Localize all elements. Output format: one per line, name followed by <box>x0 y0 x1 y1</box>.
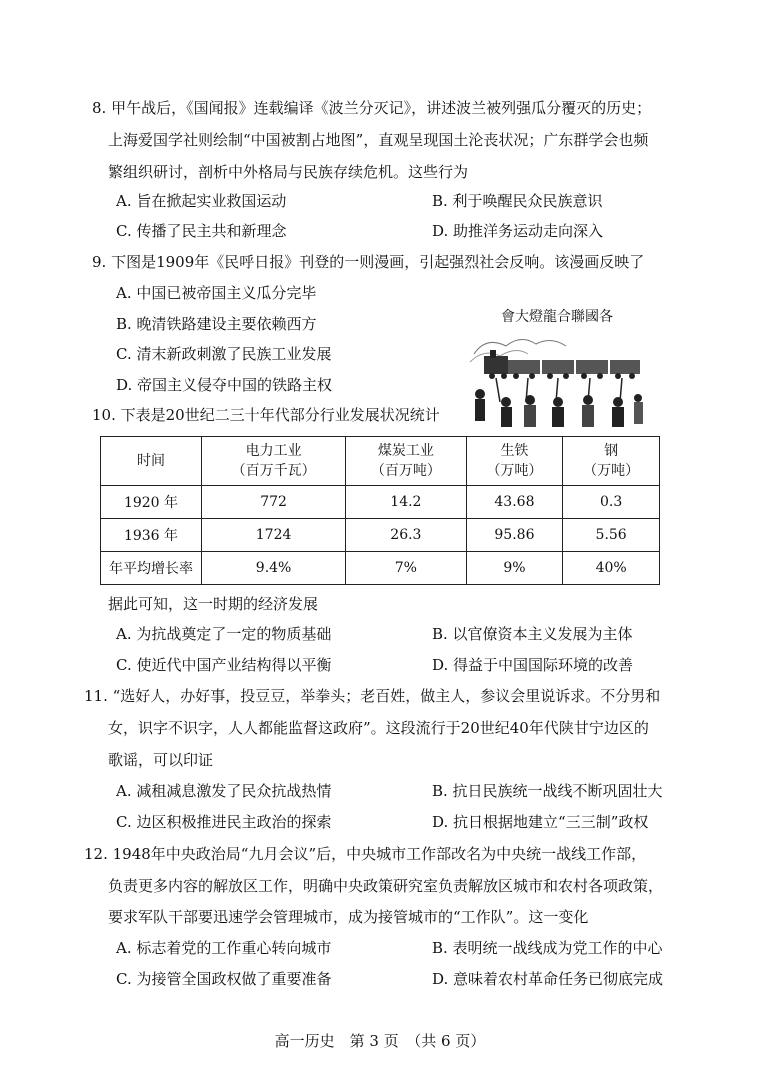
q9-stem: 9. 下图是1909年《民呼日报》刊登的一则漫画，引起强烈社会反响。该漫画反映了 <box>92 253 645 271</box>
column-name: 电力工业 <box>245 443 302 459</box>
q8-stem-line3: 繁组织研讨，剖析中外格局与民族存续危机。这些行为 <box>108 163 469 181</box>
table-header-time: 时间 <box>101 437 202 486</box>
cartoon-illustration <box>466 306 648 430</box>
q8-option-c: C. 传播了民主共和新理念 <box>116 222 287 240</box>
q12-stem-line2: 负责更多内容的解放区工作，明确中央政策研究室负责解放区城市和农村各项政策， <box>108 877 664 895</box>
q8-option-d: D. 助推洋务运动走向深入 <box>432 222 604 240</box>
q10-statistics-table <box>100 436 660 585</box>
q12-option-c: C. 为接管全国政权做了重要准备 <box>116 970 332 988</box>
table-cell: 0.3 <box>563 486 660 519</box>
row-label: 1936 年 <box>101 519 202 552</box>
q10-stem: 10. 下表是20世纪二三十年代部分行业发展状况统计 <box>92 406 440 424</box>
column-name: 钢 <box>604 443 619 459</box>
q11-option-b: B. 抗日民族统一战线不断巩固壮大 <box>432 782 663 800</box>
q9-option-d: D. 帝国主义侵夺中国的铁路主权 <box>116 376 333 394</box>
table-cell: 1724 <box>202 519 346 552</box>
table-row <box>101 486 660 519</box>
column-unit: （百万吨） <box>370 463 441 479</box>
q9-option-c: C. 清末新政刺激了民族工业发展 <box>116 345 332 363</box>
table-cell: 9.4% <box>202 552 346 585</box>
q12-option-d: D. 意味着农村革命任务已彻底完成 <box>432 970 664 988</box>
row-label: 年平均增长率 <box>101 552 202 585</box>
q10-option-a: A. 为抗战奠定了一定的物质基础 <box>116 625 332 643</box>
table-header-steel <box>563 437 660 486</box>
table-cell: 43.68 <box>466 486 563 519</box>
table-header-coal <box>346 437 466 486</box>
q10-option-c: C. 使近代中国产业结构得以平衡 <box>116 656 332 674</box>
q8-stem-line1: 8. 甲午战后，《国闻报》连载编译《波兰分灭记》，讲述波兰被列强瓜分覆灭的历史； <box>92 99 652 117</box>
table-cell: 5.56 <box>563 519 660 552</box>
q9-cartoon-image <box>466 306 648 430</box>
q11-option-c: C. 边区积极推进民主政治的探索 <box>116 813 332 831</box>
q10-option-b: B. 以官僚资本主义发展为主体 <box>432 625 633 643</box>
row-label: 1920 年 <box>101 486 202 519</box>
table-cell: 7% <box>346 552 466 585</box>
table-cell: 40% <box>563 552 660 585</box>
q12-option-a: A. 标志着党的工作重心转向城市 <box>116 939 332 957</box>
q8-stem-line2: 上海爱国学社则绘制“中国被割占地图”，直观呈现国土沦丧状况；广东群学会也频 <box>108 131 649 149</box>
column-unit: （万吨） <box>583 463 640 479</box>
table-cell: 772 <box>202 486 346 519</box>
column-name: 煤炭工业 <box>377 443 434 459</box>
table-cell: 26.3 <box>346 519 466 552</box>
table-row <box>101 519 660 552</box>
q8-option-a: A. 旨在掀起实业救国运动 <box>116 192 287 210</box>
q10-after-text: 据此可知，这一时期的经济发展 <box>108 595 319 613</box>
q11-stem-line1: 11. “选好人，办好事，投豆豆，举拳头；老百姓，做主人，参议会里说诉求。不分男和 <box>84 687 661 705</box>
table-cell: 95.86 <box>466 519 563 552</box>
q12-option-b: B. 表明统一战线成为党工作的中心 <box>432 939 663 957</box>
table-cell: 9% <box>466 552 563 585</box>
column-unit: （百万千瓦） <box>231 463 316 479</box>
q9-option-a: A. 中国已被帝国主义瓜分完毕 <box>116 284 317 302</box>
q11-option-a: A. 减租减息激发了民众抗战热情 <box>116 782 332 800</box>
q9-option-b: B. 晚清铁路建设主要依赖西方 <box>116 315 317 333</box>
table-row <box>101 552 660 585</box>
table-header-row <box>101 437 660 486</box>
table-header-pig-iron <box>466 437 563 486</box>
q10-option-d: D. 得益于中国国际环境的改善 <box>432 656 634 674</box>
q12-stem-line3: 要求军队干部要迅速学会管理城市，成为接管城市的“工作队”。这一变化 <box>108 908 589 926</box>
q12-stem-line1: 12. 1948年中央政治局“九月会议”后，中央城市工作部改名为中央统一战线工作部， <box>84 845 647 863</box>
table-header-electric <box>202 437 346 486</box>
page-footer: 高一历史 第 3 页 （共 6 页） <box>274 1032 486 1050</box>
column-unit: （万吨） <box>486 463 543 479</box>
table-cell: 14.2 <box>346 486 466 519</box>
column-name: 生铁 <box>500 443 529 459</box>
cartoon-caption: 會大燈龍合聯國各 <box>501 309 613 325</box>
q11-option-d: D. 抗日根据地建立“三三制”政权 <box>432 813 649 831</box>
q11-stem-line3: 歌谣，可以印证 <box>108 751 214 769</box>
q11-stem-line2: 女，识字不识字，人人都能监督这政府”。这段流行于20世纪40年代陕甘宁边区的 <box>108 719 649 737</box>
q8-option-b: B. 利于唤醒民众民族意识 <box>432 192 603 210</box>
